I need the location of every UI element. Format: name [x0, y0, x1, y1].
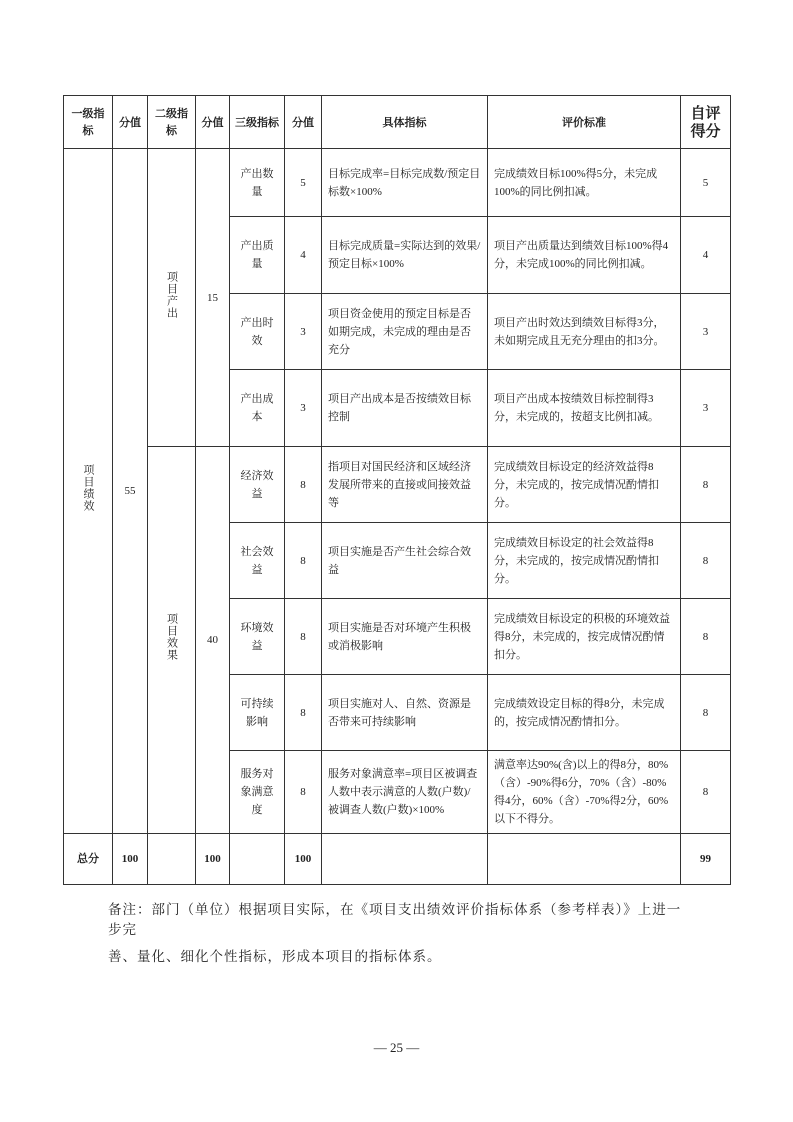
indicator-text: 目标完成率=目标完成数/预定目标数×100%: [322, 149, 488, 217]
indicator-text: 目标完成质量=实际达到的效果/预定目标×100%: [322, 217, 488, 294]
self-score: 8: [681, 751, 731, 834]
self-score: 8: [681, 447, 731, 523]
self-score: 8: [681, 675, 731, 751]
level2-output-cell: [148, 149, 196, 447]
empty-cell: [488, 834, 681, 885]
level2-output-score: 15: [196, 149, 230, 447]
level3-name: 环境效益: [230, 599, 285, 675]
empty-cell: [322, 834, 488, 885]
header-standard: 评价标准: [488, 96, 681, 149]
header-self-score: 自评得分: [681, 96, 731, 149]
standard-text: 项目产出成本按绩效目标控制得3分，未完成的，按超支比例扣减。: [488, 370, 681, 447]
total-self-score: 99: [681, 834, 731, 885]
total-row: [64, 834, 731, 885]
header-level2: 二级指标: [148, 96, 196, 149]
header-level1: 一级指标: [64, 96, 113, 149]
indicator-text: 项目实施是否产生社会综合效益: [322, 523, 488, 599]
indicator-text: 项目实施对人、自然、资源是否带来可持续影响: [322, 675, 488, 751]
level3-name: 产出质量: [230, 217, 285, 294]
level2-output-cell-label: 项目产出: [165, 270, 178, 319]
level2-effect-cell: [148, 447, 196, 834]
indicator-text: 指项目对国民经济和区域经济发展所带来的直接或间接效益等: [322, 447, 488, 523]
standard-text: 完成绩效目标100%得5分，未完成100%的同比例扣减。: [488, 149, 681, 217]
header-level3: 三级指标: [230, 96, 285, 149]
level3-name: 产出成本: [230, 370, 285, 447]
level3-name: 服务对象满意度: [230, 751, 285, 834]
level3-score: 3: [285, 370, 322, 447]
header-score1: 分值: [113, 96, 148, 149]
header-score2: 分值: [196, 96, 230, 149]
level3-score: 8: [285, 523, 322, 599]
standard-text: 项目产出时效达到绩效目标得3分，未如期完成且无充分理由的扣3分。: [488, 294, 681, 370]
empty-cell: [148, 834, 196, 885]
level3-score: 8: [285, 751, 322, 834]
table-row: [64, 447, 731, 523]
note-line-2: 步完: [108, 922, 137, 937]
level3-name: 经济效益: [230, 447, 285, 523]
empty-cell: [230, 834, 285, 885]
total-score-2: 100: [196, 834, 230, 885]
header-row: [64, 96, 731, 149]
total-score-1: 100: [113, 834, 148, 885]
self-score: 3: [681, 294, 731, 370]
level3-name: 产出数量: [230, 149, 285, 217]
note-line-3: 善、量化、细化个性指标，形成本项目的指标体系。: [108, 949, 442, 964]
standard-text: 完成绩效目标设定的经济效益得8分，未完成的，按完成情况酌情扣分。: [488, 447, 681, 523]
table-row: [64, 149, 731, 217]
level3-name: 可持续影响: [230, 675, 285, 751]
self-score: 3: [681, 370, 731, 447]
standard-text: 完成绩效目标设定的社会效益得8分，未完成的，按完成情况酌情扣分。: [488, 523, 681, 599]
indicator-text: 项目实施是否对环境产生积极或消极影响: [322, 599, 488, 675]
indicator-table: [63, 95, 731, 885]
level1-score-cell: 55: [113, 149, 148, 834]
standard-text: 满意率达90%(含)以上的得8分，80%（含）-90%得6分，70%（含）-80%得4分，60%（含）-70%得2分，60%以下不得分。: [488, 751, 681, 834]
level3-score: 8: [285, 447, 322, 523]
level3-score: 4: [285, 217, 322, 294]
level1-name-cell: [64, 149, 113, 834]
level2-effect-score: 40: [196, 447, 230, 834]
indicator-text: 项目产出成本是否按绩效目标控制: [322, 370, 488, 447]
level3-score: 3: [285, 294, 322, 370]
self-score: 4: [681, 217, 731, 294]
standard-text: 项目产出质量达到绩效目标100%得4分，未完成100%的同比例扣减。: [488, 217, 681, 294]
self-score: 8: [681, 599, 731, 675]
indicator-text: 服务对象满意率=项目区被调查人数中表示满意的人数(户数)/ 被调查人数(户数)×100%: [322, 751, 488, 834]
note-line-1: 备注：部门（单位）根据项目实际，在《项目支出绩效评价指标体系（参考样表）》上进一: [108, 902, 682, 917]
self-score: 5: [681, 149, 731, 217]
level1-name-cell-label: 项目绩效: [82, 464, 94, 512]
level3-score: 8: [285, 675, 322, 751]
total-score-3: 100: [285, 834, 322, 885]
page-number: — 25 —: [373, 1040, 420, 1055]
level3-name: 产出时效: [230, 294, 285, 370]
total-label: 总分: [64, 834, 113, 885]
header-indicator: 具体指标: [322, 96, 488, 149]
standard-text: 完成绩效目标设定的积极的环境效益得8分，未完成的，按完成情况酌情扣分。: [488, 599, 681, 675]
self-score: 8: [681, 523, 731, 599]
header-score3: 分值: [285, 96, 322, 149]
level3-score: 8: [285, 599, 322, 675]
indicator-text: 项目资金使用的预定目标是否如期完成，未完成的理由是否充分: [322, 294, 488, 370]
level3-name: 社会效益: [230, 523, 285, 599]
level3-score: 5: [285, 149, 322, 217]
standard-text: 完成绩效设定目标的得8分，未完成的，按完成情况酌情扣分。: [488, 675, 681, 751]
level2-effect-cell-label: 项目效果: [165, 613, 178, 661]
